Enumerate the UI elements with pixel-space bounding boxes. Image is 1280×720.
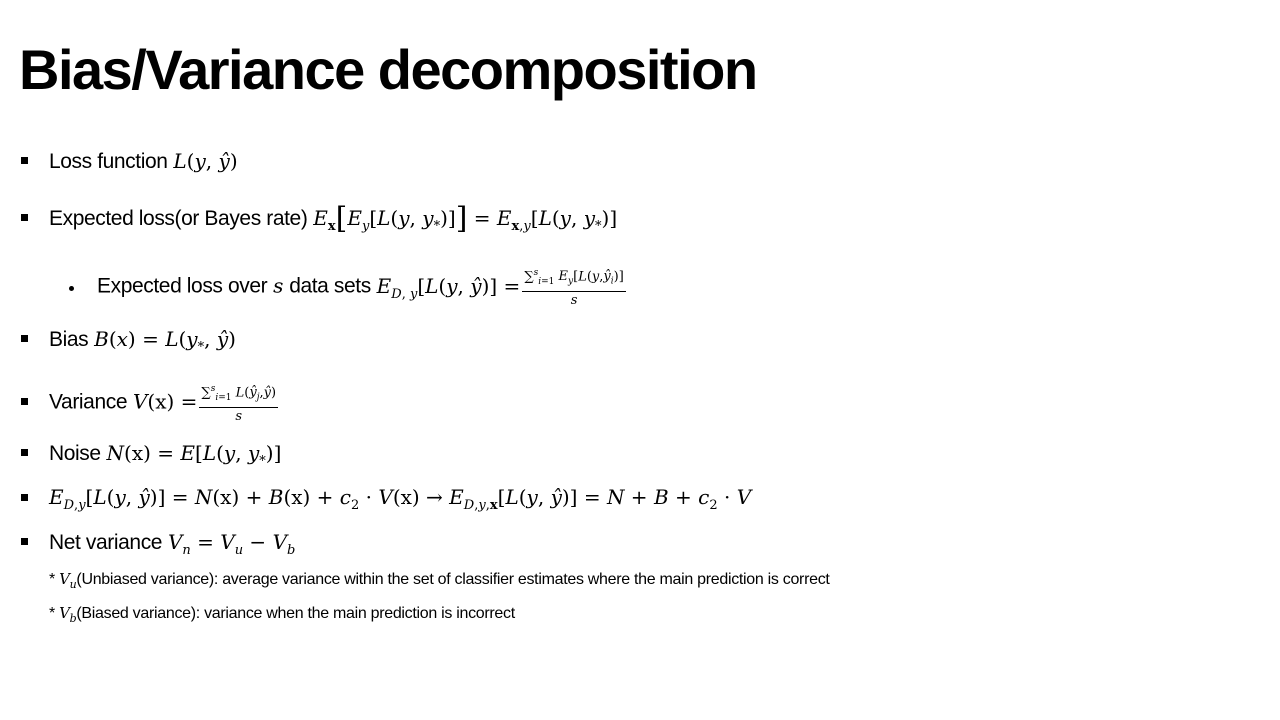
expected-loss-label: Expected loss(or Bayes rate) — [49, 207, 308, 230]
bullet-square — [21, 157, 28, 164]
loss-function-label: Loss function — [49, 150, 168, 173]
bias-formula: $B(x) = L(y_*$, ŷ) — [94, 327, 236, 355]
note-vu-symbol: $V_u$ — [59, 570, 77, 591]
note-unbiased-variance — [49, 568, 830, 596]
noise-label: Noise — [49, 442, 101, 465]
variance-fraction: $\frac{\sum^s_{i=1} L(ŷ_j,ŷ)}{s}$ — [201, 384, 277, 424]
expected-loss-s-label-before: Expected loss over — [97, 274, 268, 298]
expected-loss-s-variable: s — [273, 273, 284, 298]
bullet-square — [21, 494, 28, 501]
bullet-variance — [49, 382, 278, 424]
bullet-loss-function — [49, 146, 238, 177]
note-vb-text: (Biased variance): variance when the main prediction is incorrect — [76, 605, 515, 622]
variance-label: Variance — [49, 390, 128, 414]
variance-formula: V(x) = — [132, 389, 198, 414]
bullet-expected-loss-s — [97, 266, 626, 310]
expected-loss-s-label-after: data sets — [289, 274, 371, 298]
bullet-square — [21, 449, 28, 456]
loss-function-formula: L(y, ŷ) — [173, 149, 238, 173]
bullet-square — [21, 538, 28, 545]
note-vu-text: (Unbiased variance): average variance within the set of classifier estimates where the main prediction is correct — [76, 571, 830, 588]
expected-loss-s-fraction: $\frac{\sum^s_{i=1} E_y[L(y,ŷ_i)]}{s}$ — [524, 268, 624, 308]
note-vu-prefix: * — [49, 571, 60, 588]
bullet-square — [21, 398, 28, 405]
expected-loss-formula: $E_x[E_y[L(y$, $y_*)]] = E_{x,y}[L(y$, $y_*$)] — [313, 201, 618, 236]
bullet-bias — [49, 324, 236, 363]
noise-formula: N(x) = E[L(y, $y_*$)] — [106, 441, 282, 469]
net-variance-label: Net variance — [49, 531, 163, 554]
page-title: Bias/Variance decomposition — [19, 38, 757, 101]
note-vb-symbol: $V_b$ — [59, 604, 77, 625]
bullet-square — [21, 214, 28, 221]
bullet-noise — [49, 438, 281, 477]
decomposition-formula: $E_{D,y}[L(y$, ŷ)] = $N(x) + B(x) + c_2 \cdot V(x) \to E_{D,y,x}[L(y$, ŷ)] = $N + B + c_2 \cdot V$ — [49, 485, 752, 513]
bullet-expected-loss — [49, 203, 617, 242]
expected-loss-s-formula: $E_{D, y}[L(y$, ŷ)] = — [376, 273, 521, 302]
bullet-dot — [69, 286, 74, 291]
note-vb-prefix: * — [49, 605, 60, 622]
bullet-net-variance — [49, 527, 295, 566]
note-biased-variance — [49, 602, 515, 630]
bias-label: Bias — [49, 328, 89, 351]
bullet-square — [21, 335, 28, 342]
bullet-decomposition — [49, 482, 751, 521]
net-variance-formula: $V_n = V_u - V_b$ — [167, 530, 296, 558]
